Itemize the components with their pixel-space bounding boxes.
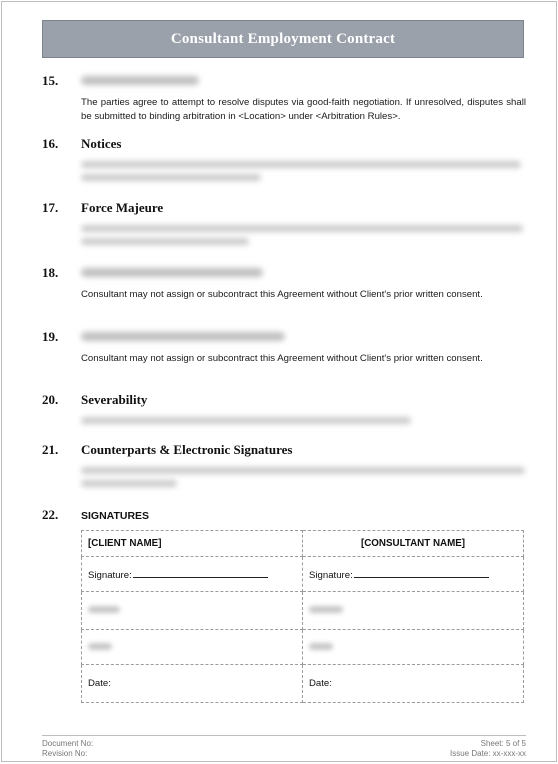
date-label: Date: (88, 678, 111, 689)
section-body: Consultant may not assign or subcontract this Agreement without Client's prior written consent. (81, 289, 483, 300)
section-22 (42, 507, 526, 527)
document-page (1, 1, 557, 762)
sheet-number: Sheet: 5 of 5 (480, 739, 526, 748)
consultant-signature-cell[interactable] (303, 557, 524, 592)
page-footer (42, 735, 526, 759)
document-title: Consultant Employment Contract (170, 30, 396, 47)
consultant-name-cell (303, 592, 524, 630)
client-signature-cell[interactable] (82, 557, 303, 592)
consultant-date-cell[interactable] (303, 665, 524, 703)
client-date-cell[interactable] (82, 665, 303, 703)
section-number: 18. (42, 265, 59, 280)
signature-label: Signature: (88, 570, 132, 581)
section-number: 17. (42, 200, 59, 215)
section-15 (42, 72, 526, 124)
signature-label: Signature: (309, 570, 353, 581)
section-number: 16. (42, 136, 59, 151)
signature-table (81, 530, 524, 703)
blurred-section-body (81, 467, 526, 487)
section-number: 21. (42, 442, 59, 457)
consultant-title-cell (303, 630, 524, 665)
blurred-section-body (81, 417, 526, 424)
client-title-cell (82, 630, 303, 665)
blurred-field (309, 606, 343, 613)
blurred-field (88, 643, 112, 650)
document-number: Document No: (42, 739, 94, 748)
document-title-banner (42, 20, 524, 58)
blurred-field (309, 643, 333, 650)
section-21 (42, 442, 526, 493)
consultant-signature-line[interactable] (354, 567, 489, 578)
section-title: Force Majeure (81, 200, 164, 215)
section-number: 22. (42, 507, 59, 522)
revision-number: Revision No: (42, 749, 88, 758)
blurred-section-body (81, 161, 526, 181)
blurred-section-title (81, 332, 285, 341)
section-19 (42, 328, 526, 366)
blurred-section-title (81, 268, 263, 277)
client-signature-line[interactable] (133, 567, 268, 578)
blurred-field (88, 606, 120, 613)
section-20 (42, 392, 526, 430)
consultant-name-header: [CONSULTANT NAME] (303, 531, 524, 557)
section-title: Counterparts & Electronic Signatures (81, 442, 293, 457)
section-body: Consultant may not assign or subcontract this Agreement without Client's prior written consent. (81, 353, 483, 364)
section-18 (42, 264, 526, 302)
section-title: SIGNATURES (81, 510, 150, 522)
section-17 (42, 200, 526, 251)
issue-date: Issue Date: xx-xxx-xx (449, 749, 526, 758)
date-label: Date: (309, 678, 332, 689)
section-number: 15. (42, 73, 59, 88)
section-number: 19. (42, 329, 59, 344)
section-title: Notices (81, 136, 122, 151)
client-name-cell (82, 592, 303, 630)
section-body: The parties agree to attempt to resolve disputes via good-faith negotiation. If unresolved, disputes shall be submitted to binding arbitration in <Location> under <Arbitration Rules>. (81, 97, 526, 122)
blurred-section-title (81, 76, 199, 85)
section-number: 20. (42, 392, 59, 407)
blurred-section-body (81, 225, 526, 245)
section-title: Severability (81, 392, 148, 407)
client-name-header: [CLIENT NAME] (82, 531, 303, 557)
section-16 (42, 136, 526, 187)
